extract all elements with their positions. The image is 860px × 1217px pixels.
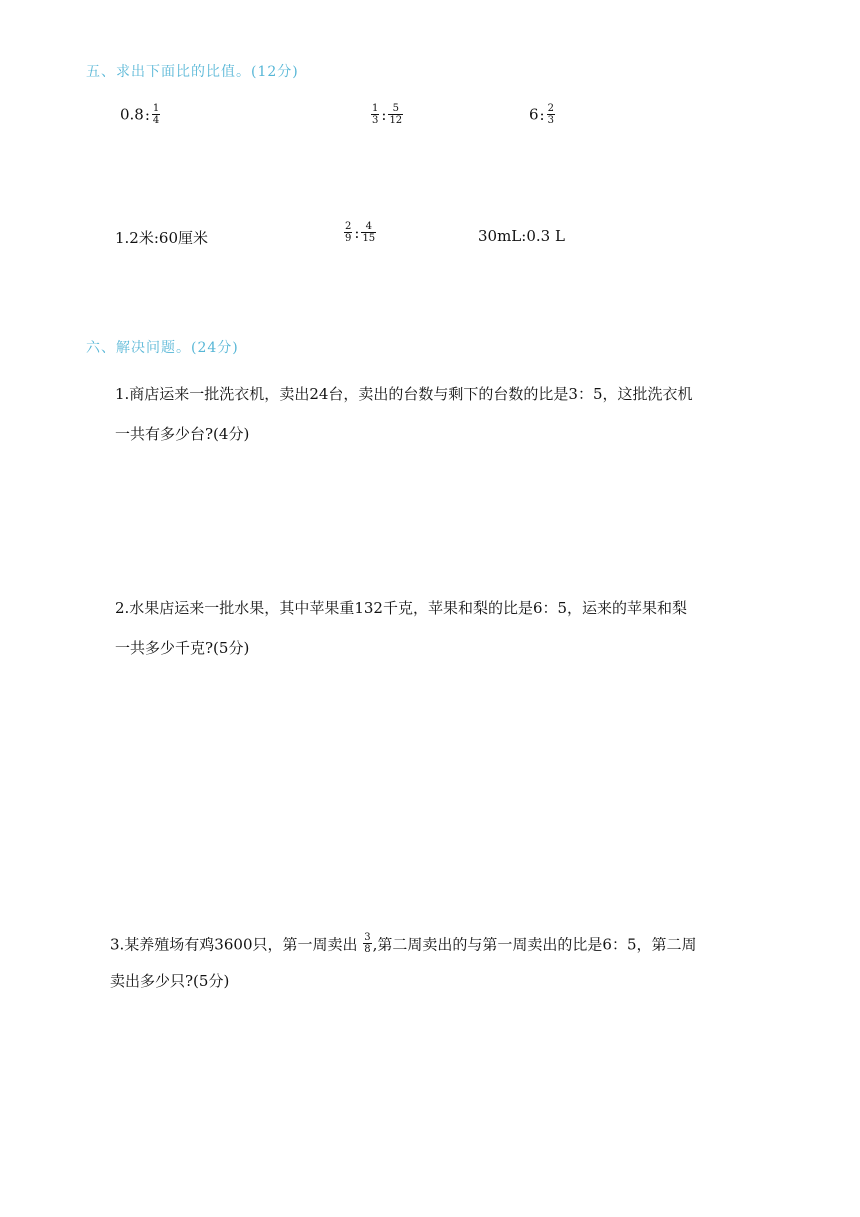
problem-3-text-after: ,第二周卖出的与第一周卖出的比是6：5，第二周 bbox=[372, 935, 697, 954]
section-heading-5: 五、求出下面比的比值。(12分) bbox=[86, 64, 299, 80]
fraction-denominator: 9 bbox=[345, 233, 352, 244]
fraction-numerator: 1 bbox=[372, 103, 379, 114]
ratio-item-6: 30mL:0.3 L bbox=[478, 227, 565, 245]
fraction-numerator: 4 bbox=[365, 221, 372, 232]
fraction bbox=[152, 103, 160, 126]
fraction bbox=[363, 932, 371, 955]
problem-1-line-2: 一共有多少台?(4分) bbox=[115, 425, 250, 443]
fraction-denominator: 4 bbox=[152, 115, 160, 126]
fraction bbox=[361, 221, 376, 244]
ratio-colon: : bbox=[381, 105, 387, 124]
fraction-numerator: 1 bbox=[152, 103, 160, 114]
fraction-denominator: 12 bbox=[389, 115, 403, 126]
problem-3-line-2: 卖出多少只?(5分) bbox=[110, 972, 230, 990]
ratio-item-5 bbox=[343, 222, 377, 245]
ratio-whole: 6 bbox=[529, 105, 539, 124]
problem-2-line-1: 2.水果店运来一批水果，其中苹果重132千克，苹果和梨的比是6：5，运来的苹果和梨 bbox=[115, 599, 688, 617]
ratio-colon: : bbox=[144, 105, 150, 124]
fraction-denominator: 3 bbox=[547, 115, 554, 126]
ratio-item-4: 1.2米:60厘米 bbox=[115, 229, 208, 247]
problem-2-line-2: 一共多少千克?(5分) bbox=[115, 639, 250, 657]
ratio-item-2 bbox=[370, 104, 404, 127]
section-heading-6: 六、解决问题。(24分) bbox=[86, 340, 239, 356]
fraction bbox=[388, 103, 403, 126]
fraction-numerator: 2 bbox=[345, 221, 352, 232]
problem-3-line-1 bbox=[110, 934, 697, 957]
ratio-colon: : bbox=[539, 105, 545, 124]
fraction bbox=[344, 221, 352, 244]
fraction bbox=[371, 103, 379, 126]
ratio-whole: 0.8 bbox=[120, 105, 144, 124]
fraction-denominator: 3 bbox=[372, 115, 379, 126]
fraction bbox=[547, 103, 555, 126]
ratio-item-3 bbox=[529, 104, 556, 127]
ratio-item-1 bbox=[120, 104, 161, 127]
problem-3-text-before: 3.某养殖场有鸡3600只，第一周卖出 bbox=[110, 935, 358, 954]
problem-1-line-1: 1.商店运来一批洗衣机，卖出24台，卖出的台数与剩下的台数的比是3：5，这批洗衣机 bbox=[115, 385, 693, 403]
fraction-denominator: 15 bbox=[362, 233, 376, 244]
fraction-numerator: 2 bbox=[547, 103, 554, 114]
fraction-numerator: 5 bbox=[392, 103, 399, 114]
ratio-colon: : bbox=[354, 223, 360, 242]
fraction-denominator: 8 bbox=[364, 944, 371, 955]
fraction-numerator: 3 bbox=[364, 932, 371, 943]
